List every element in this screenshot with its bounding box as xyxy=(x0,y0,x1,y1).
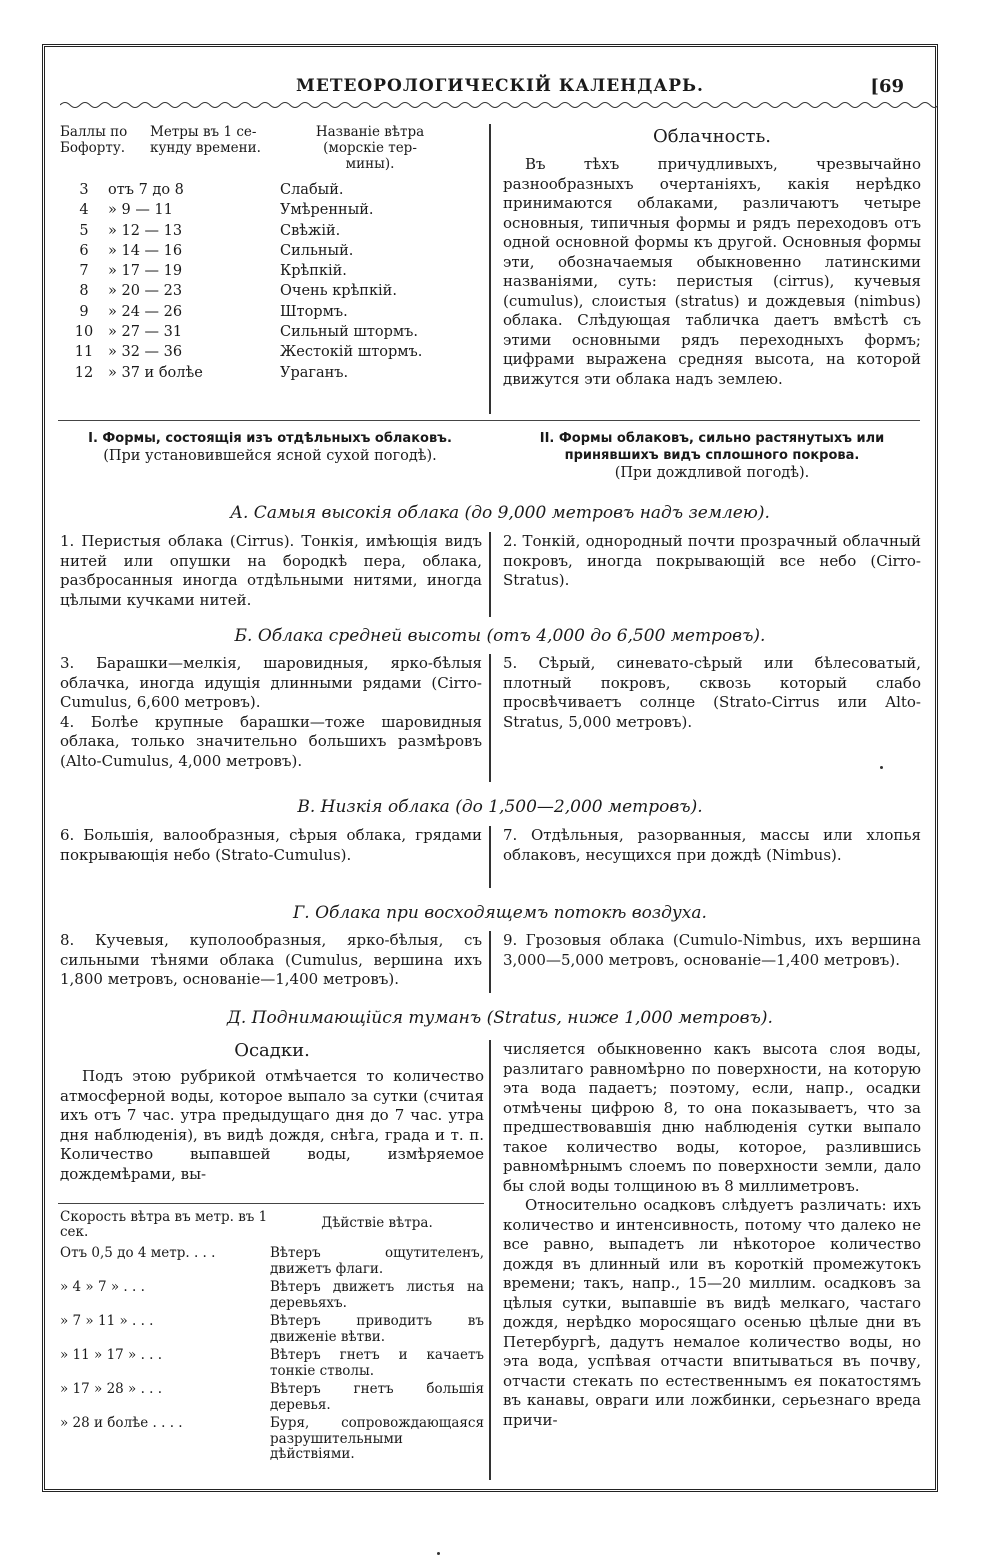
beaufort-row xyxy=(60,342,480,362)
beaufort-speed: » 12 — 13 xyxy=(108,222,183,239)
beaufort-wind-name: Слабый. xyxy=(280,182,344,198)
beaufort-header-speed: Метры въ 1 се- кунду времени. xyxy=(150,124,261,156)
precipitation-title: Осадки. xyxy=(234,1040,310,1061)
group-a-title: А. Самыя высокія облака (до 9,000 метровъ надъ землею). xyxy=(230,503,770,523)
cloudiness-text: Въ тѣхъ причудливыхъ, чрезвычайно разнообразныхъ очертаніяхъ, какія нерѣдко принимаются облаками, различаютъ четыре основныя, типичныя формы и рядъ переходовъ отъ одной основной формы къ другой. Основныя формы эти, обозначаемыя обыкновенно латинскими названіями, суть: перистыя (cirrus), кучевыя (cumulus), слоистыя (stratus) и дождевыя (nimbus) облака. Слѣдующая табличка даетъ вмѣстѣ съ этими основными рядъ переходныхъ формъ; цифрами выражена средняя высота, на которой движутся эти облака надъ землею. xyxy=(503,155,921,388)
column-divider xyxy=(489,931,491,993)
beaufort-scale: 12 xyxy=(74,364,94,381)
forms-right-caption-block xyxy=(503,430,921,483)
wind-speed-range: » 11 » 17 » . . . xyxy=(60,1347,163,1363)
group-b-right: 5. Сѣрый, синевато-сѣрый или бѣлесоватый, плотный покровъ, сквозь который слабо просвѣчиваетъ солнце (Strato-Cirrus или Alto-Stratus, 5,000 метровъ). xyxy=(503,654,921,731)
beaufort-scale: 3 xyxy=(79,182,89,198)
wind-speed-range: » 7 » 11 » . . . xyxy=(60,1313,154,1329)
beaufort-scale: 7 xyxy=(79,263,89,280)
beaufort-scale: 5 xyxy=(79,222,89,239)
group-d-right: 9. Грозовыя облака (Cumulo-Nimbus, ихъ вершина 3,000—5,000 метровъ, основаніе—1,400 метровъ). xyxy=(503,931,921,969)
group-d-title: Г. Облака при восходящемъ потокѣ воздуха. xyxy=(293,903,707,923)
precipitation-continued-p1: числяется обыкновенно какъ высота слоя воды, разлитаго равномѣрно по поверхности, на которую эта вода падаетъ; поэтому, если, напр., осадки отмѣчены цифрою 8, то она показываетъ, что за предшествовавшія дню наблюденія сутки выпало такое количество воды, которое, разлившись равномѣрнымъ слоемъ по поверхности земли, дало бы слой воды толщиною въ 8 миллиметровъ. xyxy=(503,1040,921,1195)
beaufort-speed: » 32 — 36 xyxy=(108,344,183,361)
group-e-title: Д. Поднимающійся туманъ (Stratus, ниже 1,000 метровъ). xyxy=(227,1008,773,1028)
wind-speed-row xyxy=(60,1348,484,1379)
column-divider xyxy=(489,826,491,888)
wind-speed-table xyxy=(60,1210,484,1466)
beaufort-row xyxy=(60,281,480,301)
beaufort-wind-name: Умѣренный. xyxy=(280,202,374,219)
group-c-right: 7. Отдѣльныя, разорванныя, массы или хлопья облаковъ, несущихся при дождѣ (Nimbus). xyxy=(503,826,921,864)
beaufort-wind-name: Сильный. xyxy=(280,242,354,259)
wind-speed-row xyxy=(60,1382,484,1413)
wind-action: Вѣтеръ гнетъ и качаетъ тонкіе стволы. xyxy=(270,1347,484,1379)
precipitation-section xyxy=(60,1040,484,1184)
group-a-left: 1. Перистыя облака (Cirrus). Тонкія, имѣющія видъ нитей или опушки на бородкѣ пера, облака, разбросанныя иногда отдѣльными нитями, иногда цѣлыми кучками нитей. xyxy=(60,532,482,609)
wind-table-rule xyxy=(58,1203,484,1204)
precipitation-text: Подъ этою рубрикой отмѣчается то количество атмосферной воды, которое выпало за сутки (считая ихъ отъ 7 час. утра предыдущаго дня до 7 час. утра дня наблюденія), въ видѣ дождя, снѣга, града и т. п. Количество выпавшей воды, измѣряемое дождемѣрами, вы- xyxy=(60,1067,484,1183)
beaufort-row xyxy=(60,241,480,261)
beaufort-rows xyxy=(60,180,480,383)
precipitation-continued-p2: Относительно осадковъ слѣдуетъ различать: ихъ количество и интенсивность, потому что далеко не все равно, выпадетъ ли нѣкоторое количество дождя въ длинный или въ короткій промежутокъ времени; такъ, напр., 15—20 миллим. осадковъ за цѣлыя сутки, выпавшіе въ видѣ мелкаго, частаго дождя, нерѣдко моросящаго осенью цѣлые дни въ Петербургѣ, дадутъ немалое количество воды, но эта вода, успѣвая отчасти впитываться въ почву, отчасти стекать по естественнымъ ея покатостямъ въ канавы, овраги или ложбинки, серьезнаго вреда причи- xyxy=(503,1196,921,1429)
beaufort-row xyxy=(60,322,480,342)
page-number: [69 xyxy=(870,76,904,97)
beaufort-row xyxy=(60,302,480,322)
beaufort-wind-name: Очень крѣпкій. xyxy=(280,283,397,300)
group-a-right: 2. Тонкій, однородный почти прозрачный облачный покровъ, иногда покрывающій все небо (Cirro-Stratus). xyxy=(503,532,921,589)
beaufort-table-header xyxy=(60,124,480,172)
wind-action: Вѣтеръ ощутителенъ, движетъ флаги. xyxy=(270,1245,484,1277)
beaufort-scale: 10 xyxy=(74,324,94,341)
wind-speed-row xyxy=(60,1280,484,1311)
beaufort-row xyxy=(60,261,480,281)
wind-speed-row xyxy=(60,1246,484,1277)
beaufort-wind-name: Крѣпкій. xyxy=(280,263,347,280)
beaufort-table xyxy=(60,124,480,383)
beaufort-speed: » 27 — 31 xyxy=(108,324,183,341)
group-b-item-4: 4. Болѣе крупные барашки—тоже шаровидныя облака, только значительно большихъ размѣровъ (Alto-Cumulus, 4,000 метровъ). xyxy=(60,712,482,770)
beaufort-speed: » 17 — 19 xyxy=(108,263,183,280)
wind-speed-range: » 17 » 28 » . . . xyxy=(60,1381,163,1397)
wind-action: Вѣтеръ гнетъ большія деревья. xyxy=(270,1381,484,1413)
beaufort-wind-name: Сильный штормъ. xyxy=(280,324,418,341)
beaufort-speed: отъ 7 до 8 xyxy=(108,182,184,198)
forms-right-sub: (При дождливой погодѣ). xyxy=(614,465,810,481)
wind-action: Вѣтеръ движетъ листья на деревьяхъ. xyxy=(270,1279,484,1311)
beaufort-wind-name: Свѣжій. xyxy=(280,222,341,239)
beaufort-row xyxy=(60,200,480,220)
wind-speed-range: » 4 » 7 » . . . xyxy=(60,1279,145,1295)
beaufort-scale: 9 xyxy=(79,303,89,320)
wind-speed-rows xyxy=(60,1246,484,1463)
beaufort-scale: 6 xyxy=(79,242,89,259)
precipitation-continued xyxy=(503,1040,921,1430)
beaufort-header-name: Названіе вѣтра (морскіе тер- мины). xyxy=(315,124,425,172)
cloudiness-title: Облачность. xyxy=(652,126,772,147)
beaufort-header-scale: Баллы по Бофорту. xyxy=(60,124,128,156)
beaufort-speed: » 9 — 11 xyxy=(108,202,173,219)
beaufort-wind-name: Жестокій штормъ. xyxy=(280,344,423,361)
wind-speed-range: » 28 и болѣе . . . . xyxy=(60,1415,183,1431)
beaufort-speed: » 20 — 23 xyxy=(108,283,183,300)
wind-speed-row xyxy=(60,1416,484,1463)
column-divider xyxy=(489,654,491,782)
group-c-title: В. Низкія облака (до 1,500—2,000 метровъ). xyxy=(297,797,703,817)
wind-action: Вѣтеръ приводитъ въ движеніе вѣтви. xyxy=(270,1313,484,1345)
wind-action: Буря, сопровождающаяся разрушительными дѣйствіями. xyxy=(270,1415,484,1462)
forms-right-caption: II. Формы облаковъ, сильно растянутыхъ или принявшихъ видъ сплошного покрова. xyxy=(539,431,885,463)
beaufort-speed: » 14 — 16 xyxy=(108,242,183,259)
beaufort-row xyxy=(60,221,480,241)
wind-speed-row xyxy=(60,1314,484,1345)
forms-left-caption: I. Формы, состоящія изъ отдѣльныхъ облаковъ. xyxy=(88,431,452,446)
page-header-title: МЕТЕОРОЛОГИЧЕСКІЙ КАЛЕНДАРЬ. xyxy=(296,76,704,96)
beaufort-scale: 11 xyxy=(74,344,94,361)
group-b-title: Б. Облака средней высоты (отъ 4,000 до 6,500 метровъ). xyxy=(234,626,766,646)
print-speck xyxy=(437,1552,440,1555)
beaufort-scale: 4 xyxy=(79,202,89,219)
beaufort-speed: » 37 и болѣе xyxy=(108,364,203,381)
beaufort-scale: 8 xyxy=(79,283,89,300)
column-divider xyxy=(489,124,491,414)
wind-speed-header: Скорость вѣтра въ метр. въ 1 сек. xyxy=(60,1209,268,1240)
wind-speed-range: Отъ 0,5 до 4 метр. . . . xyxy=(60,1245,216,1261)
beaufort-wind-name: Штормъ. xyxy=(280,303,348,320)
wind-speed-table-header xyxy=(60,1210,484,1240)
group-b-left xyxy=(60,654,482,771)
forms-left-sub: (При установившейся ясной сухой погодѣ). xyxy=(103,448,437,464)
column-divider xyxy=(489,1040,491,1480)
column-divider xyxy=(489,532,491,617)
group-d-left: 8. Кучевыя, куполообразныя, ярко-бѣлыя, съ сильными тѣнями облака (Cumulus, вершина ихъ 1,800 метровъ, основаніе—1,400 метровъ). xyxy=(60,931,482,988)
header-wavy-rule xyxy=(60,100,938,110)
group-b-item-3: 3. Барашки—мелкія, шаровидныя, ярко-бѣлыя облачка, иногда идущія длинными рядами (Cirro-Cumulus, 6,600 метровъ). xyxy=(60,654,482,711)
print-speck xyxy=(880,766,883,769)
cloudiness-section xyxy=(503,126,921,389)
beaufort-row xyxy=(60,180,480,200)
wind-action-header: Дѣйствіе вѣтра. xyxy=(321,1215,433,1231)
beaufort-speed: » 24 — 26 xyxy=(108,303,183,320)
forms-left-caption-block xyxy=(60,430,480,466)
section-rule xyxy=(58,420,920,421)
beaufort-wind-name: Ураганъ. xyxy=(280,364,349,381)
group-c-left: 6. Большія, валообразныя, сѣрыя облака, грядами покрывающія небо (Strato-Cumulus). xyxy=(60,826,482,864)
beaufort-row xyxy=(60,363,480,383)
